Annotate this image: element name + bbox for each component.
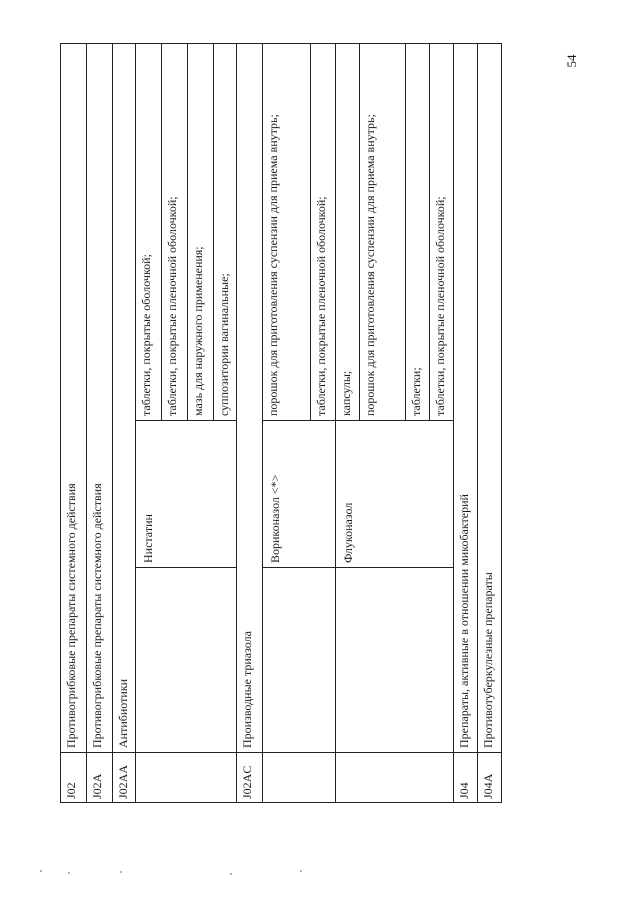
scan-speck — [300, 870, 302, 872]
group-name: Противогрибковые препараты системного действия — [90, 483, 104, 748]
group-name: Противотуберкулезные препараты — [481, 572, 495, 748]
dosage-form: таблетки, покрытые оболочкой; — [139, 254, 153, 416]
atc-code: J02AA — [116, 764, 130, 799]
group-name: Противогрибковые препараты системного действия — [64, 483, 78, 748]
atc-code: J02A — [90, 773, 104, 799]
atc-code: J02 — [64, 782, 78, 799]
atc-code: J04A — [481, 773, 495, 799]
group-name: Антибиотики — [116, 678, 130, 748]
drug-classification-table — [60, 43, 502, 803]
scan-speck — [230, 873, 232, 875]
table-border-bottom — [501, 43, 502, 803]
dosage-form: порошок для приготовления суспензии для приема внутрь; — [266, 114, 280, 416]
dosage-form: порошок для приготовления суспензии для приема внутрь; — [363, 114, 377, 416]
dosage-form: таблетки, покрытые пленочной оболочкой; — [314, 196, 328, 416]
dosage-form: таблетки, покрытые пленочной оболочкой; — [433, 196, 447, 416]
column-divider — [262, 567, 453, 568]
dosage-form: таблетки; — [409, 367, 423, 416]
atc-code: J04 — [457, 782, 471, 799]
atc-code: J02AC — [240, 765, 254, 799]
scan-speck — [68, 872, 70, 874]
column-divider — [135, 567, 236, 568]
group-name: Препараты, активные в отношении микобактерий — [457, 494, 471, 748]
scan-speck — [40, 870, 42, 872]
drug-name: Флуконазол — [341, 502, 355, 563]
page-number: 54 — [564, 54, 579, 68]
dosage-form: таблетки, покрытые пленочной оболочкой; — [165, 196, 179, 416]
group-name: Производные триазола — [240, 631, 254, 748]
drug-name: Вориконазол <*> — [268, 474, 282, 563]
dosage-form: мазь для наружного применения; — [191, 246, 205, 416]
dosage-form: суппозитории вагинальные; — [217, 273, 231, 416]
scan-speck — [120, 871, 122, 873]
dosage-form: капсулы; — [339, 370, 353, 416]
drug-name: Нистатин — [141, 514, 155, 563]
